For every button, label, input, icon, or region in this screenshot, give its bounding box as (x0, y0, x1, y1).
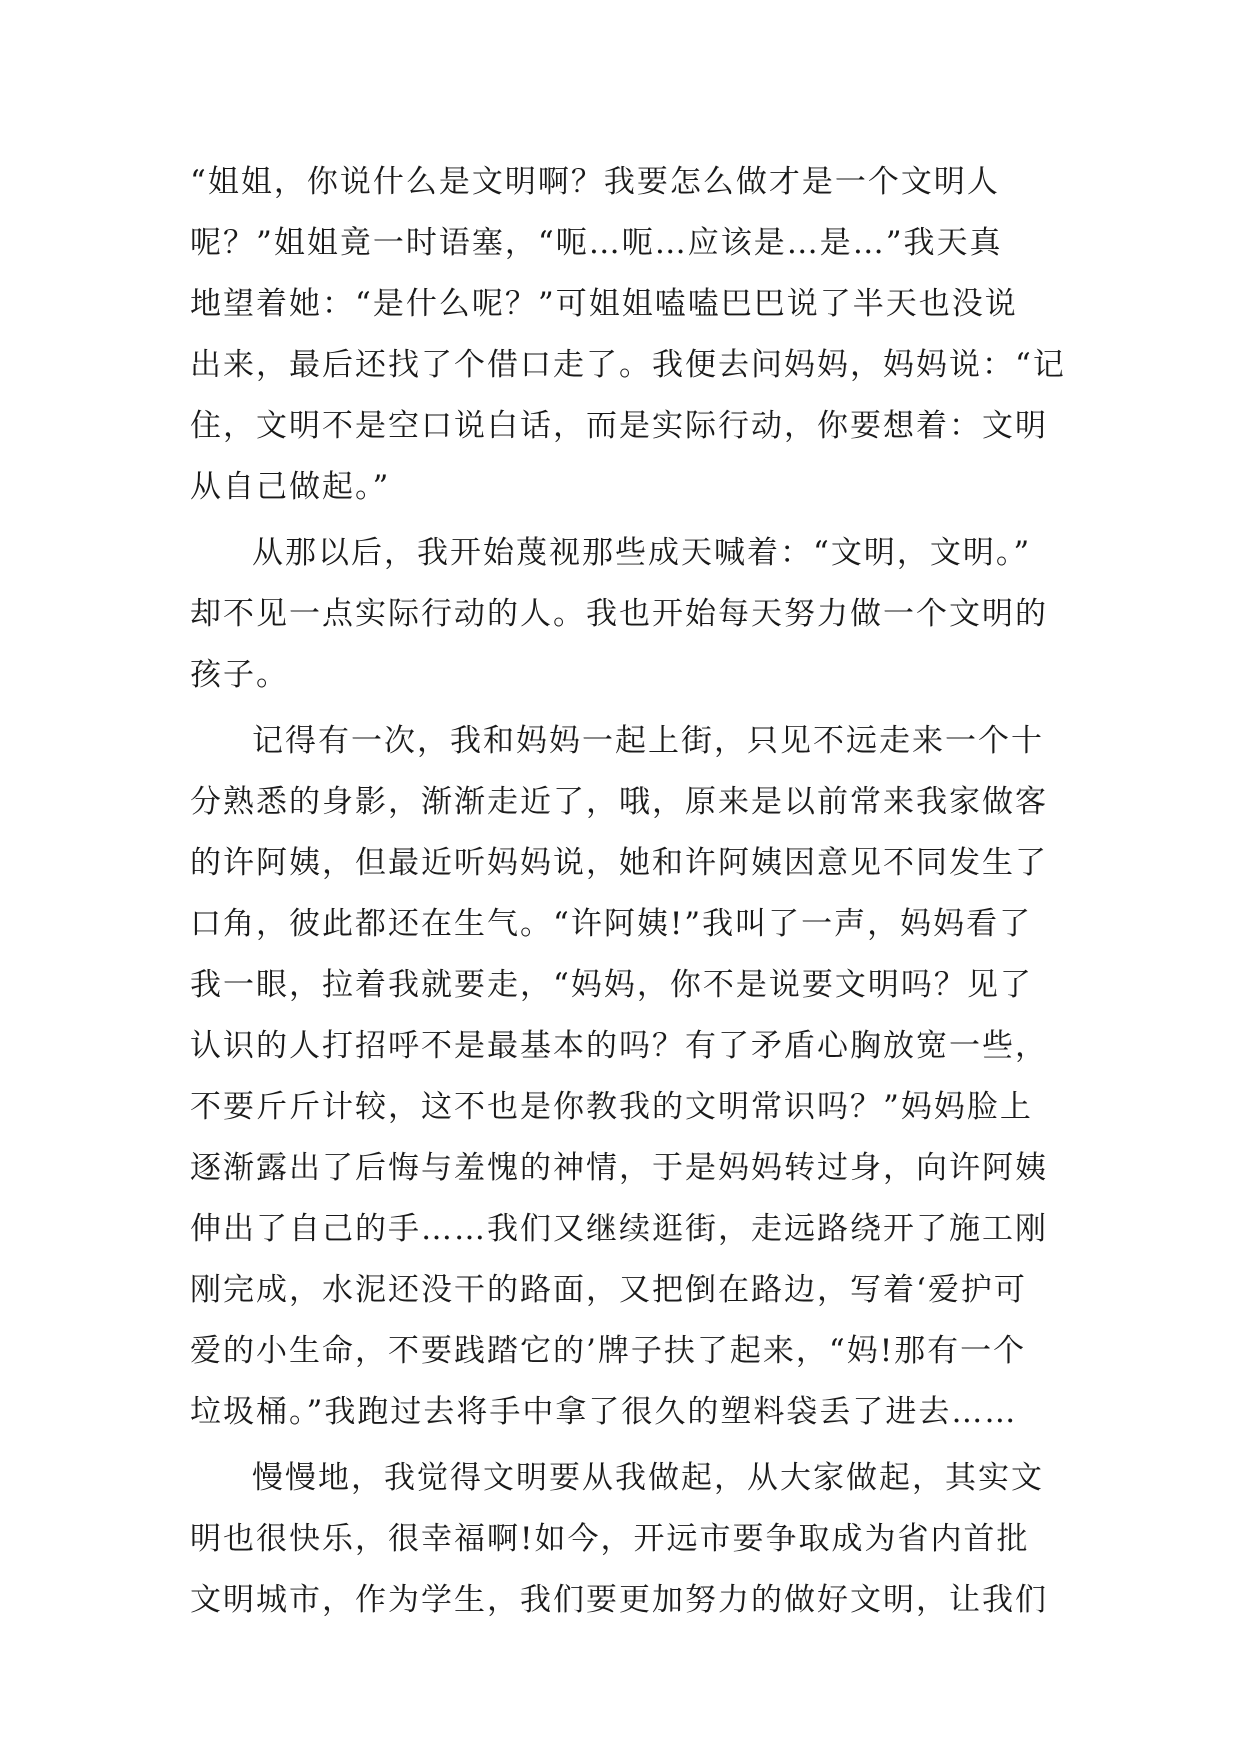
essay-body (190, 152, 1070, 1631)
text-line: 明也很快乐，很幸福啊!如今，开远市要争取成为省内首批 (190, 1521, 1030, 1557)
text-line: 从那以后，我开始蔑视那些成天喊着：“文明，文明。” (252, 535, 1032, 571)
text-line: 伸出了自己的手……我们又继续逛街，走远路绕开了施工刚 (190, 1211, 1048, 1247)
text-line: 口角，彼此都还在生气。“许阿姨!”我叫了一声，妈妈看了 (190, 906, 1033, 942)
text-line: 住，文明不是空口说白话，而是实际行动，你要想着：文明 (190, 408, 1048, 444)
text-line: “姐姐，你说什么是文明啊？我要怎么做才是一个文明人 (190, 164, 1000, 200)
text-line: 逐渐露出了后悔与羞愧的神情，于是妈妈转过身，向许阿姨 (190, 1150, 1048, 1186)
text-line: 地望着她：“是什么呢？”可姐姐嗑嗑巴巴说了半天也没说 (190, 286, 1018, 322)
text-line: 孩子。 (190, 657, 289, 693)
paragraph (190, 1448, 1070, 1631)
text-line: 刚完成，水泥还没干的路面，又把倒在路边，写着‘爱护可 (190, 1272, 1027, 1308)
text-line: 慢慢地，我觉得文明要从我做起，从大家做起，其实文 (252, 1460, 1044, 1496)
text-line: 不要斤斤计较，这不也是你教我的文明常识吗？”妈妈脸上 (190, 1089, 1033, 1125)
text-line: 我一眼，拉着我就要走，“妈妈，你不是说要文明吗？见了 (190, 967, 1033, 1003)
text-line: 文明城市，作为学生，我们要更加努力的做好文明，让我们 (190, 1582, 1048, 1618)
text-line: 记得有一次，我和妈妈一起上街，只见不远走来一个十 (252, 723, 1044, 759)
text-line: 的许阿姨，但最近听妈妈说，她和许阿姨因意见不同发生了 (190, 845, 1048, 881)
text-line: 垃圾桶。”我跑过去将手中拿了很久的塑料袋丢了进去…… (190, 1394, 1018, 1430)
paragraph (190, 152, 1070, 518)
text-line: 却不见一点实际行动的人。我也开始每天努力做一个文明的 (190, 596, 1048, 632)
text-line: 出来，最后还找了个借口走了。我便去问妈妈，妈妈说：“记 (190, 347, 1066, 383)
text-line: 呢？”姐姐竟一时语塞，“呃…呃…应该是…是…”我天真 (190, 225, 1003, 261)
paragraph (190, 711, 1070, 1443)
text-line: 认识的人打招呼不是最基本的吗？有了矛盾心胸放宽一些， (190, 1028, 1048, 1064)
text-line: 从自己做起。” (190, 469, 391, 505)
text-line: 爱的小生命，不要践踏它的’牌子扶了起来，“妈!那有一个 (190, 1333, 1027, 1369)
text-line: 分熟悉的身影，渐渐走近了，哦，原来是以前常来我家做客 (190, 784, 1048, 820)
paragraph (190, 523, 1070, 706)
